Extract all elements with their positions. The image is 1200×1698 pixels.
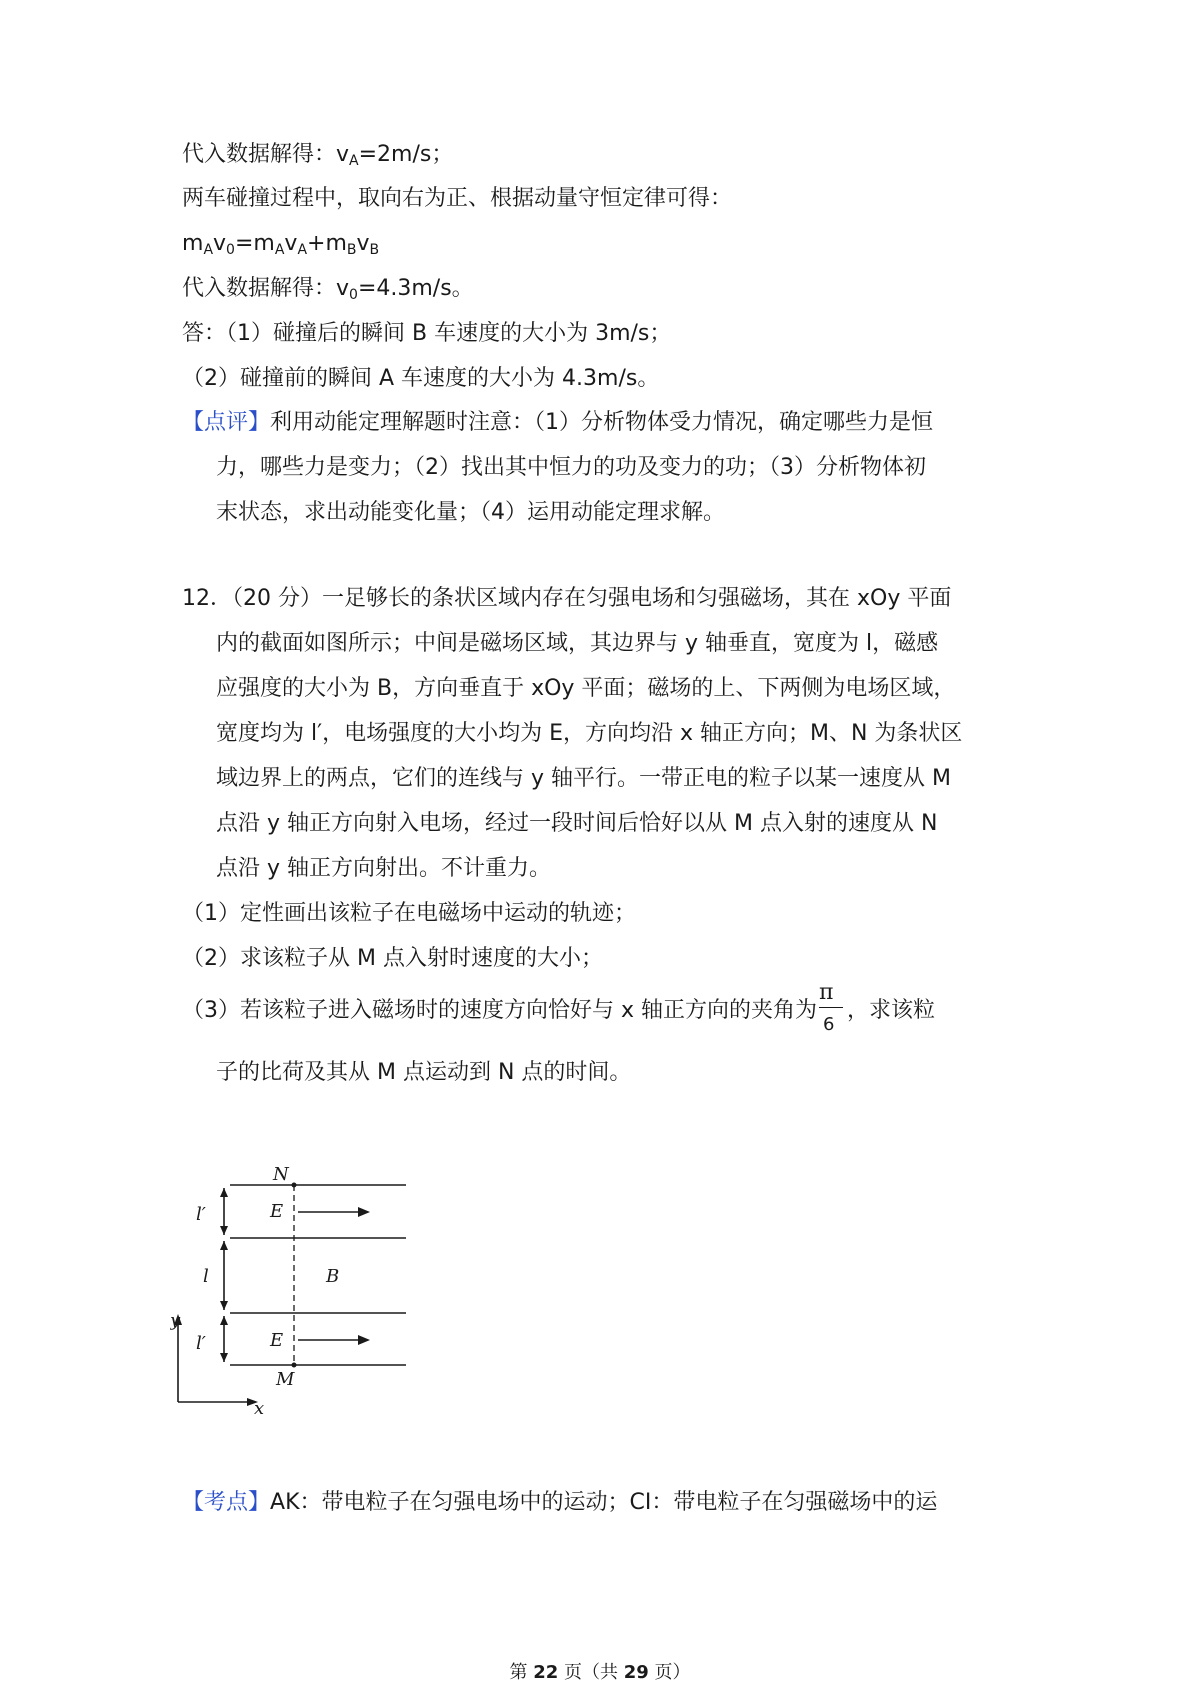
- question-line-1: 12．（20 分）一足够长的条状区域内存在匀强电场和匀强磁场，其在 xOy 平面: [182, 586, 952, 611]
- pi-over-6-fraction: $\frac{\pi}{6}$: [817, 996, 847, 1026]
- subquestion-1: （1）定性画出该粒子在电磁场中运动的轨迹；: [182, 901, 636, 926]
- momentum-equation: $m_Av_0=m_Av_A+m_Bv_B$: [182, 231, 380, 258]
- comment-line-1: 【点评】利用动能定理解题时注意：（1）分析物体受力情况，确定哪些力是恒: [182, 410, 934, 435]
- question-line-4: 宽度均为 l′，电场强度的大小均为 E，方向均沿 x 轴正方向；M、N 为条状区: [216, 721, 963, 746]
- subquestion-3-cont: 子的比荷及其从 M 点运动到 N 点的时间。: [216, 1060, 632, 1085]
- comment-line-3: 末状态，求出动能变化量；（4）运用动能定理求解。: [216, 500, 725, 525]
- question-line-6: 点沿 y 轴正方向射入电场，经过一段时间后恰好以从 M 点入射的速度从 N: [216, 811, 938, 836]
- label-l-prime-top: l′: [196, 1204, 206, 1225]
- label-n: N: [273, 1164, 289, 1185]
- label-x-axis: x: [254, 1398, 265, 1419]
- field-region-figure: [170, 1160, 450, 1420]
- question-line-3: 应强度的大小为 B，方向垂直于 xOy 平面；磁场的上、下两侧为电场区域，: [216, 676, 956, 701]
- label-e-top: E: [270, 1201, 284, 1222]
- question-number: 12．: [182, 586, 232, 611]
- comment-tag: 【点评】: [182, 410, 271, 435]
- question-line-2: 内的截面如图所示；中间是磁场区域，其边界与 y 轴垂直，宽度为 l，磁感: [216, 631, 939, 656]
- comment-line-2: 力，哪些力是变力；（2）找出其中恒力的功及变力的功；（3）分析物体初: [216, 455, 926, 480]
- keypoint-tag: 【考点】: [182, 1490, 271, 1515]
- subquestion-2: （2）求该粒子从 M 点入射时速度的大小；: [182, 946, 603, 971]
- label-e-bottom: E: [270, 1330, 284, 1351]
- solution-line-1: 代入数据解得：$v_A=2m/s$；: [182, 142, 454, 169]
- point-n: [292, 1183, 297, 1188]
- solution-line-4: 代入数据解得：$v_0=4.3m/s$。: [182, 276, 474, 303]
- label-l-prime-bottom: l′: [196, 1333, 206, 1354]
- solution-line-2: 两车碰撞过程中，取向右为正、根据动量守恒定律可得：: [182, 186, 733, 211]
- label-m: M: [276, 1369, 295, 1390]
- page-footer: 第 22 页（共 29 页）: [509, 1662, 691, 1683]
- label-l-mid: l: [203, 1266, 209, 1287]
- label-b: B: [326, 1266, 340, 1287]
- subquestion-3: （3）若该粒子进入磁场时的速度方向恰好与 x 轴正方向的夹角为 $\frac{\pi}{6}$ ，求该粒: [182, 980, 936, 1035]
- label-y-axis: y: [170, 1310, 181, 1331]
- total-pages: 29: [623, 1662, 649, 1683]
- question-line-7: 点沿 y 轴正方向射出。不计重力。: [216, 856, 552, 881]
- question-line-5: 域边界上的两点，它们的连线与 y 轴平行。一带正电的粒子以某一速度从 M: [216, 766, 951, 791]
- answer-line-1: 答：（1）碰撞后的瞬间 B 车速度的大小为 3m/s；: [182, 321, 672, 346]
- point-m: [292, 1363, 297, 1368]
- answer-line-2: （2）碰撞前的瞬间 A 车速度的大小为 4.3m/s。: [182, 366, 660, 391]
- keypoint-line: 【考点】AK：带电粒子在匀强电场中的运动；CI：带电粒子在匀强磁场中的运: [182, 1490, 938, 1515]
- page-number: 22: [533, 1662, 559, 1683]
